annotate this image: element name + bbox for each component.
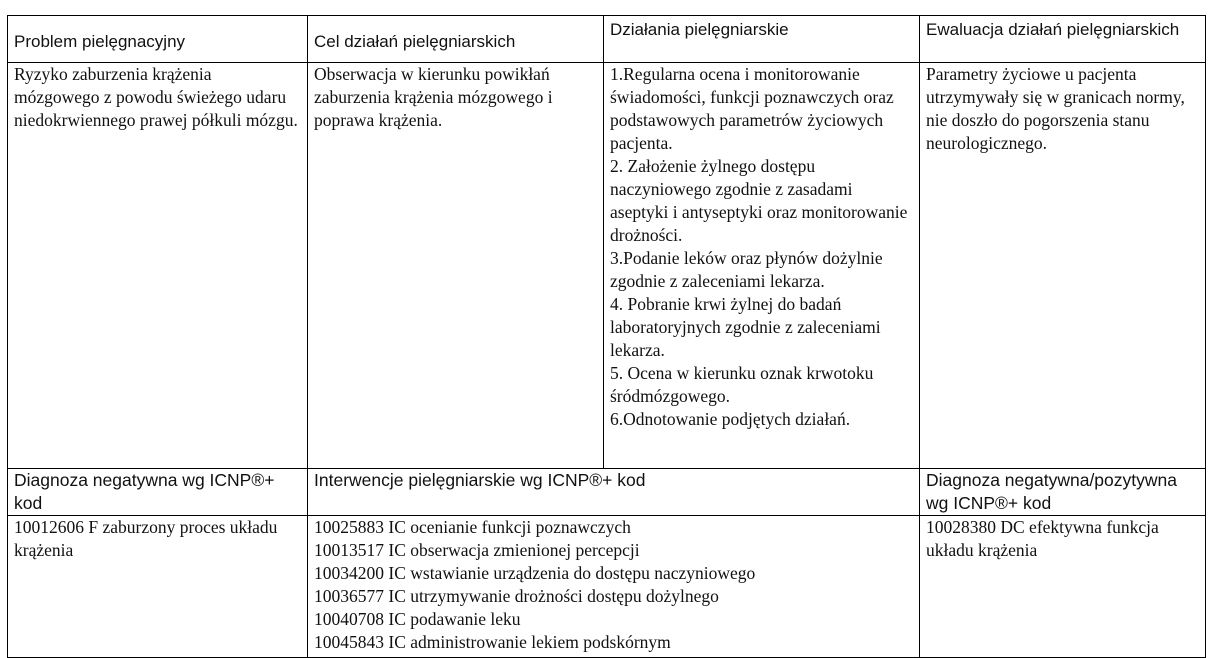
header-actions: Działania pielęgniarskie	[604, 16, 920, 63]
action-item: 3.Podanie leków oraz płynów dożylnie zgodnie z zaleceniami lekarza.	[610, 248, 883, 291]
action-item: 6.Odnotowanie podjętych działań.	[610, 409, 851, 429]
intervention-item: 10040708 IC podawanie leku	[314, 609, 521, 629]
header-goal: Cel działań pielęgniarskich	[308, 16, 604, 63]
nursing-care-plan-table	[7, 15, 1206, 658]
header-row	[8, 16, 1206, 63]
evaluation-cell: Parametry życiowe u pacjenta utrzymywały się w granicach normy, nie doszło do pogorszenia stanu neurologicznego.	[920, 63, 1206, 469]
goal-cell: Obserwacja w kierunku powikłań zaburzenia krążenia mózgowego i poprawa krążenia.	[308, 63, 604, 469]
icnp-outcome-header: Diagnoza negatywna/pozytywna wg ICNP®+ kod	[920, 469, 1206, 516]
intervention-item: 10036577 IC utrzymywanie drożności dostępu dożylnego	[314, 586, 719, 606]
care-plan-row	[8, 63, 1206, 469]
icnp-diagnosis-header: Diagnoza negatywna wg ICNP®+ kod	[8, 469, 308, 516]
intervention-item: 10034200 IC wstawianie urządzenia do dostępu naczyniowego	[314, 563, 756, 583]
icnp-diagnosis-cell: 10012606 F zaburzony proces układu krążenia	[8, 516, 308, 658]
action-item: 1.Regularna ocena i monitorowanie świadomości, funkcji poznawczych oraz podstawowych parametrów życiowych pacjenta.	[610, 64, 894, 153]
actions-cell	[604, 63, 920, 469]
icnp-header-row	[8, 469, 1206, 516]
action-item: 5. Ocena w kierunku oznak krwotoku śródmózgowego.	[610, 363, 874, 406]
intervention-item: 10025883 IC ocenianie funkcji poznawczych	[314, 517, 631, 537]
header-evaluation: Ewaluacja działań pielęgniarskich	[920, 16, 1206, 63]
icnp-outcome-cell: 10028380 DC efektywna funkcja układu krążenia	[920, 516, 1206, 658]
icnp-interventions-header: Interwencje pielęgniarskie wg ICNP®+ kod	[308, 469, 920, 516]
problem-cell: Ryzyko zaburzenia krążenia mózgowego z powodu świeżego udaru niedokrwiennego prawej półkuli mózgu.	[8, 63, 308, 469]
intervention-item: 10013517 IC obserwacja zmienionej percepcji	[314, 540, 640, 560]
action-item: 4. Pobranie krwi żylnej do badań laboratoryjnych zgodnie z zaleceniami lekarza.	[610, 294, 881, 360]
icnp-interventions-cell	[308, 516, 920, 658]
header-problem: Problem pielęgnacyjny	[8, 16, 308, 63]
icnp-codes-row	[8, 516, 1206, 658]
action-item: 2. Założenie żylnego dostępu naczyniowego zgodnie z zasadami aseptyki i antyseptyki oraz monitorowanie drożności.	[610, 156, 908, 245]
intervention-item: 10045843 IC administrowanie lekiem podskórnym	[314, 632, 671, 652]
